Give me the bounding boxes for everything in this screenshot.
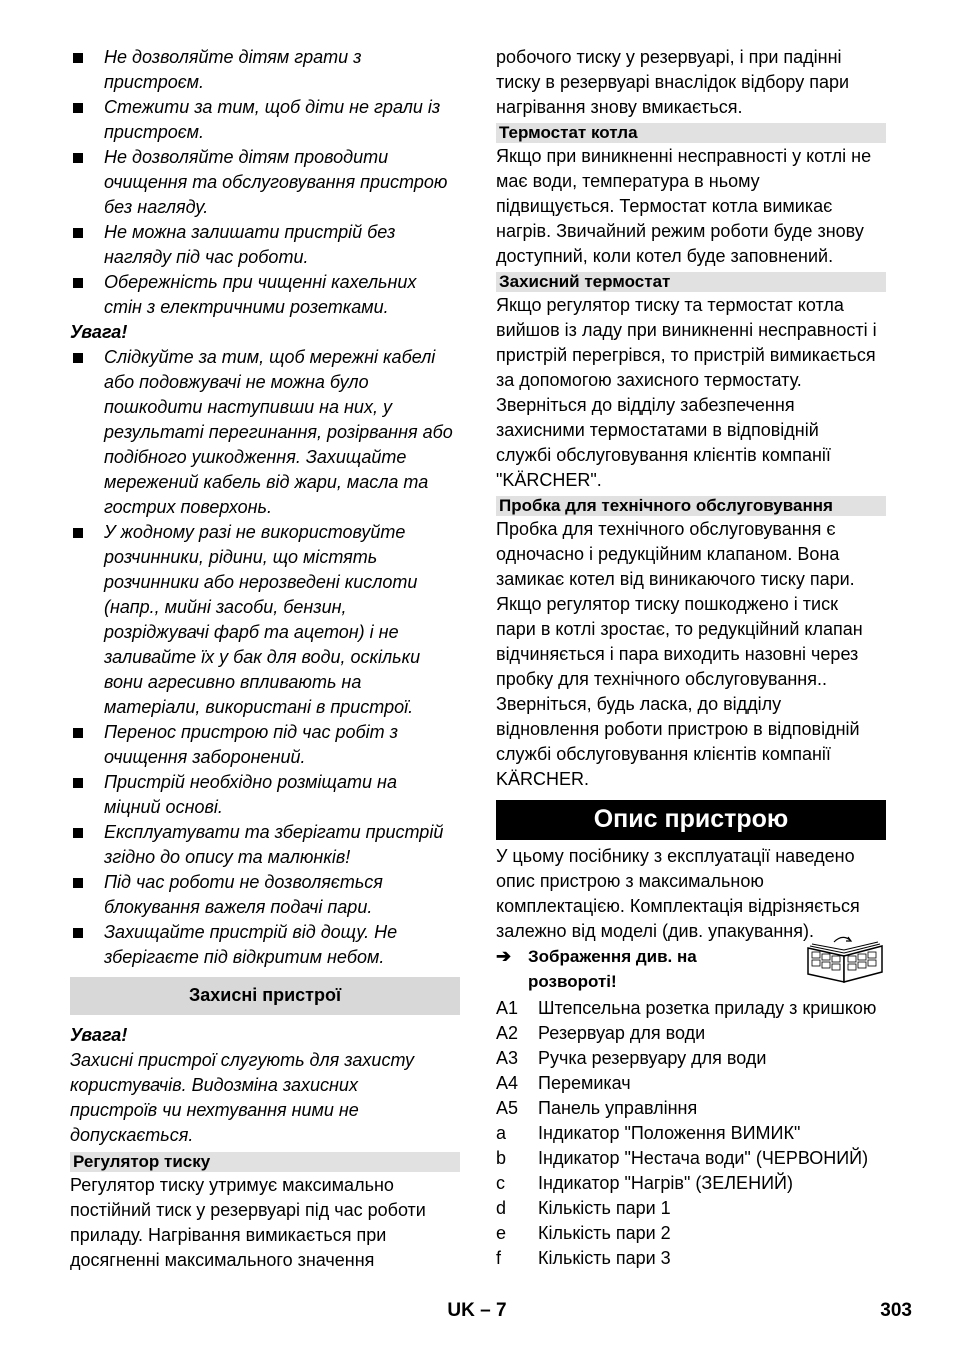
legend-key: b: [496, 1148, 507, 1168]
square-bullet-icon: [73, 778, 83, 788]
legend-key: A5: [496, 1098, 519, 1118]
legend-key: a: [496, 1123, 507, 1143]
pressure-regulator-line: приладу. Нагрівання вимикається при: [70, 1225, 387, 1245]
bullet-item: [70, 45, 460, 95]
see-fold-note: [496, 944, 886, 994]
bullet-item: [70, 820, 460, 870]
bullet-line: Не можна залишати пристрій без: [104, 222, 396, 242]
bullet-line: нагляду під час роботи.: [104, 247, 309, 267]
bullet-line: матеріали, використані в пристрої.: [104, 697, 414, 717]
service-plug-line: замикає котел від виникаючого тиску пари.: [496, 569, 855, 589]
open-book-icon: [804, 934, 886, 986]
bullet-line: мережений кабель від жари, масла та: [104, 472, 429, 492]
bullet-line: Слідкуйте за тим, щоб мережні кабелі: [104, 347, 436, 367]
safety-thermostat-line: службі обслуговування клієнтів компанії: [496, 445, 831, 465]
square-bullet-icon: [73, 103, 83, 113]
legend-key: A1: [496, 998, 519, 1018]
pressure-regulator-line: досягненні максимального значення: [70, 1250, 375, 1270]
bullet-line: очищення заборонений.: [104, 747, 306, 767]
service-plug-line: Якщо регулятор тиску пошкоджено і тиск: [496, 594, 838, 614]
safety-thermostat-line: за допомогою захисного термостату.: [496, 370, 802, 390]
legend-item: [496, 1146, 886, 1171]
protective-text-line: пристроїв чи нехтування ними не: [70, 1100, 359, 1120]
subheading-boiler-thermostat: Термостат котла: [496, 123, 886, 143]
service-plug-line: службі обслуговування клієнтів компанії: [496, 744, 831, 764]
pressure-regulator-cont-line: нагрівання знову вмикається.: [496, 97, 743, 117]
bullet-line: блокування важеля подачі пари.: [104, 897, 373, 917]
subheading-pressure-regulator: Регулятор тиску: [70, 1152, 460, 1172]
intro-line: У цьому посібнику з експлуатації наведено: [496, 846, 855, 866]
service-plug-line: пари в котлі зростає, то редукційний клапан: [496, 619, 863, 639]
subheading-safety-thermostat: Захисний термостат: [496, 272, 886, 292]
bullet-line: Пристрій необхідно розміщати на: [104, 772, 397, 792]
legend-key: d: [496, 1198, 507, 1218]
legend-key: A3: [496, 1048, 519, 1068]
bullet-line: Перенос пристрою під час робіт з: [104, 722, 398, 742]
legend-item: [496, 1046, 886, 1071]
legend-item: [496, 996, 886, 1021]
service-plug-line: Пробка для технічного обслуговування є: [496, 519, 836, 539]
boiler-thermostat-line: доступний, коли котел буде заповнений.: [496, 246, 834, 266]
legend-item: [496, 1096, 886, 1121]
legend-item: [496, 1121, 886, 1146]
see-fold-line: Зображення див. на: [528, 947, 697, 966]
square-bullet-icon: [73, 828, 83, 838]
bullet-line: очищення та обслуговування пристрою: [104, 172, 448, 192]
legend-key: A4: [496, 1073, 519, 1093]
square-bullet-icon: [73, 878, 83, 888]
bullet-line: згідно до опису та малюнків!: [104, 847, 351, 867]
boiler-thermostat-line: Якщо при виникненні несправності у котлі не: [496, 146, 872, 166]
right-column: [496, 45, 886, 1271]
bullet-line: пристроєм.: [104, 72, 205, 92]
bullet-line: подібного ушкодження. Захищайте: [104, 447, 407, 467]
square-bullet-icon: [73, 53, 83, 63]
pressure-regulator-text-continued: [496, 45, 886, 120]
left-column: [70, 45, 460, 1273]
arrow-right-icon: ➔: [496, 946, 512, 966]
main-heading-device-description: Опис пристрою: [496, 800, 886, 840]
service-plug-line: KÄRCHER.: [496, 769, 590, 789]
protective-devices-text: [70, 1048, 460, 1148]
square-bullet-icon: [73, 353, 83, 363]
protective-text-line: користувачів. Видозміна захисних: [70, 1075, 358, 1095]
safety-thermostat-line: захисними термостатами в відповідній: [496, 420, 819, 440]
square-bullet-icon: [73, 278, 83, 288]
bullet-item: [70, 720, 460, 770]
device-description-intro: [496, 844, 886, 944]
legend-label: Кількість пари 1: [538, 1198, 671, 1218]
boiler-thermostat-line: нагрів. Звичайний режим роботи буде знову: [496, 221, 864, 241]
square-bullet-icon: [73, 728, 83, 738]
boiler-thermostat-line: має води, температура в ньому: [496, 171, 760, 191]
bullet-item: [70, 345, 460, 520]
legend-key: c: [496, 1173, 505, 1193]
bullet-item: [70, 920, 460, 970]
footer-section-label: UK – 7: [447, 1300, 507, 1321]
safety-thermostat-text: [496, 293, 886, 493]
legend-label: Індикатор "Нагрів" (ЗЕЛЕНИЙ): [538, 1173, 793, 1193]
bullet-item: [70, 270, 460, 320]
legend-item: [496, 1021, 886, 1046]
bullet-line: гострих поверхонь.: [104, 497, 273, 517]
legend-item: [496, 1221, 886, 1246]
pressure-regulator-text: [70, 1173, 460, 1273]
bullet-line: Під час роботи не дозволяється: [104, 872, 383, 892]
section-heading-protective-devices: Захисні пристрої: [70, 977, 460, 1015]
bullet-item: [70, 520, 460, 720]
bullet-line: пристроєм.: [104, 122, 205, 142]
pressure-regulator-cont-line: тиску в резервуарі внаслідок відбору пари: [496, 72, 850, 92]
bullet-item: [70, 145, 460, 220]
device-parts-legend: [496, 996, 886, 1271]
service-plug-text: [496, 517, 886, 792]
page-number: 303: [880, 1300, 912, 1321]
safety-thermostat-line: "KÄRCHER".: [496, 470, 602, 490]
warning-label-2: Увага!: [70, 1025, 128, 1045]
legend-label: Кількість пари 2: [538, 1223, 671, 1243]
square-bullet-icon: [73, 228, 83, 238]
service-plug-line: пробку для технічного обслуговування..: [496, 669, 827, 689]
intro-line: залежно від моделі (див. упакування).: [496, 921, 814, 941]
legend-label: Кількість пари 3: [538, 1248, 671, 1268]
legend-label: Перемикач: [538, 1073, 631, 1093]
pressure-regulator-line: Регулятор тиску утримує максимально: [70, 1175, 394, 1195]
service-plug-line: відчиняється і пара виходить назовні через: [496, 644, 859, 664]
see-fold-line: розвороті!: [528, 972, 617, 991]
bullet-line: стін з електричними розетками.: [104, 297, 389, 317]
bullet-line: Експлуатувати та зберігати пристрій: [104, 822, 444, 842]
legend-label: Резервуар для води: [538, 1023, 706, 1043]
intro-line: опис пристрою з максимальною: [496, 871, 764, 891]
bullet-item: [70, 220, 460, 270]
legend-item: [496, 1071, 886, 1096]
square-bullet-icon: [73, 153, 83, 163]
bullet-item: [70, 770, 460, 820]
legend-key: f: [496, 1248, 502, 1268]
legend-label: Індикатор "Нестача води" (ЧЕРВОНИЙ): [538, 1148, 869, 1168]
warning-bullet-list: [70, 345, 460, 970]
protective-text-line: допускається.: [70, 1125, 194, 1145]
boiler-thermostat-line: підвищується. Термостат котла вимикає: [496, 196, 833, 216]
intro-line: комплектацією. Комплектація відрізняється: [496, 896, 860, 916]
service-plug-line: одночасно і редукційним клапаном. Вона: [496, 544, 840, 564]
safety-thermostat-line: Зверніться до відділу забезпечення: [496, 395, 795, 415]
bullet-line: розчинники, рідини, що містять: [104, 547, 378, 567]
bullet-item: [70, 870, 460, 920]
service-plug-line: Зверніться, будь ласка, до відділу: [496, 694, 782, 714]
legend-key: e: [496, 1223, 507, 1243]
legend-item: [496, 1171, 886, 1196]
bullet-line: розріджувачі фарб та ацетон) і не: [104, 622, 399, 642]
bullet-line: вони агресивно впливають на: [104, 672, 362, 692]
legend-item: [496, 1246, 886, 1271]
bullet-line: Не дозволяйте дітям проводити: [104, 147, 389, 167]
bullet-line: Обережність при чищенні кахельних: [104, 272, 417, 292]
bullet-line: (напр., мийні засоби, бензин,: [104, 597, 347, 617]
bullet-line: Стежити за тим, щоб діти не грали із: [104, 97, 441, 117]
bullet-line: Не дозволяйте дітям грати з: [104, 47, 362, 67]
bullet-line: розчинники або нерозведені кислоти: [104, 572, 418, 592]
bullet-line: або подовжувачі не можна було: [104, 372, 369, 392]
bullet-line: пошкодити наступивши на них, у: [104, 397, 392, 417]
pressure-regulator-line: постійний тиск у резервуарі під час роботи: [70, 1200, 426, 1220]
legend-key: A2: [496, 1023, 519, 1043]
bullet-line: зберігаєте під відкритим небом.: [104, 947, 385, 967]
legend-label: Ручка резервуару для води: [538, 1048, 767, 1068]
subheading-service-plug: Пробка для технічного обслуговування: [496, 496, 886, 516]
bullet-line: міцний основі.: [104, 797, 223, 817]
bullet-item: [70, 95, 460, 145]
legend-label: Штепсельна розетка приладу з кришкою: [538, 998, 877, 1018]
square-bullet-icon: [73, 928, 83, 938]
bullet-line: без нагляду.: [104, 197, 209, 217]
bullet-line: результаті перегинання, розірвання або: [104, 422, 453, 442]
boiler-thermostat-text: [496, 144, 886, 269]
legend-item: [496, 1196, 886, 1221]
bullet-line: У жодному разі не використовуйте: [104, 522, 406, 542]
safety-thermostat-line: Якщо регулятор тиску та термостат котла: [496, 295, 844, 315]
legend-label: Індикатор "Положення ВИМИК": [538, 1123, 801, 1143]
protective-text-line: Захисні пристрої слугують для захисту: [70, 1050, 415, 1070]
warning-label: Увага!: [70, 322, 128, 342]
service-plug-line: відновлення роботи пристрою в відповідній: [496, 719, 860, 739]
bullet-line: заливайте їх у бак для води, оскільки: [104, 647, 421, 667]
pressure-regulator-cont-line: робочого тиску у резервуарі, і при падінні: [496, 47, 842, 67]
square-bullet-icon: [73, 528, 83, 538]
bullet-line: Захищайте пристрій від дощу. Не: [104, 922, 398, 942]
legend-label: Панель управління: [538, 1098, 698, 1118]
safety-bullet-list: [70, 45, 460, 320]
safety-thermostat-line: пристрій перегрівся, то пристрій вимикається: [496, 345, 876, 365]
safety-thermostat-line: вийшов із ладу при виникненні несправності і: [496, 320, 877, 340]
